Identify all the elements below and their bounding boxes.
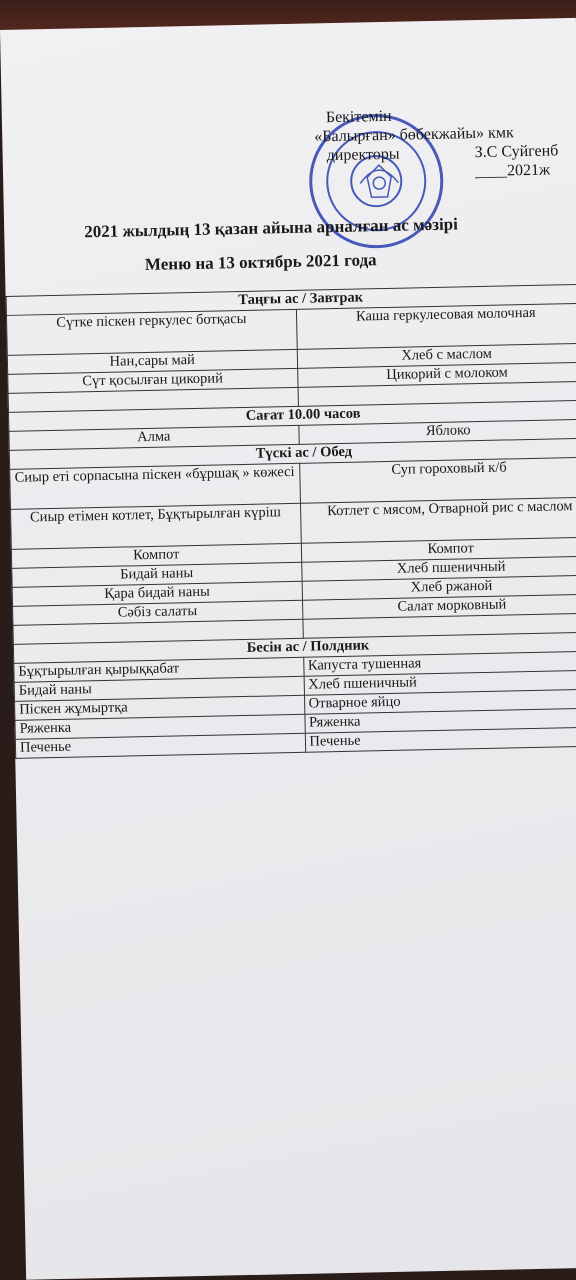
dish-name-kz: Піскен жұмыртқа xyxy=(15,695,305,720)
approval-director: директоры xyxy=(326,145,400,165)
dish-name-kz: Бидай наны xyxy=(14,676,304,701)
approval-year: 2021ж xyxy=(506,161,551,180)
dish-name-ru: Печенье xyxy=(305,727,576,752)
dish-name-ru: Хлеб с маслом xyxy=(297,343,576,368)
dish-name-ru: Хлеб пшеничный xyxy=(304,670,576,695)
dish-name-kz: Сәбіз салаты xyxy=(13,600,303,625)
dish-name-ru: Салат морковный xyxy=(302,594,576,619)
dish-name-ru: Каша геркулесовая молочная xyxy=(296,303,576,349)
section-header: Сағат 10.00 часов xyxy=(9,400,576,431)
section-header: Түскі ас / Обед xyxy=(9,438,576,469)
dish-name-kz: Сүтке піскен геркулес ботқасы xyxy=(6,309,296,355)
menu-document xyxy=(0,18,576,1280)
menu-table xyxy=(6,284,576,759)
page-title-kz: 2021 жылдың 13 қазан айына арналған ас мәзірі xyxy=(84,214,459,242)
approval-signature-name: З.С Суйгенб xyxy=(474,142,559,162)
dish-name-kz: Компот xyxy=(11,543,301,568)
dish-name-kz: Сиыр етімен котлет, Бұқтырылған күріш xyxy=(11,503,301,549)
dish-name-kz: Сиыр еті сорпасына піскен «бұршақ » көжесі xyxy=(10,463,300,509)
dish-name-ru: Яблоко xyxy=(298,419,576,444)
dish-name-ru: Суп гороховый к/б xyxy=(299,457,576,503)
dish-name-kz: Алма xyxy=(9,425,299,450)
dish-name-kz: Бидай наны xyxy=(12,562,302,587)
section-header: Бесін ас / Полдник xyxy=(13,632,576,663)
dish-name-ru: Хлеб пшеничный xyxy=(301,556,576,581)
dish-name-ru: Отварное яйцо xyxy=(304,689,576,714)
dish-name-ru: Котлет с мясом, Отварной рис с маслом xyxy=(300,497,576,543)
section-header: Таңғы ас / Завтрак xyxy=(6,284,576,315)
dish-name-kz: Бұқтырылған қырыққабат xyxy=(14,657,304,682)
page-title-ru: Меню на 13 октябрь 2021 года xyxy=(144,250,377,275)
dish-name-ru: Ряженка xyxy=(304,708,576,733)
dish-name-kz: Ряженка xyxy=(15,714,305,739)
approval-block xyxy=(314,104,559,184)
dish-name-kz: Печенье xyxy=(15,733,305,758)
approval-date: ____2021ж xyxy=(474,161,551,181)
dish-name-kz: Қара бидай наны xyxy=(12,581,302,606)
dish-name-ru: Хлеб ржаной xyxy=(302,575,576,600)
dish-name-kz: Сүт қосылған цикорий xyxy=(8,368,298,393)
dish-name-ru: Компот xyxy=(301,537,576,562)
dish-name-kz: Нан,сары май xyxy=(7,349,297,374)
dish-name-ru: Цикорий с молоком xyxy=(297,362,576,387)
dish-name-ru: Капуста тушенная xyxy=(303,651,576,676)
approval-line-2: «Балырған» бөбекжайы» кмк xyxy=(314,124,514,146)
approval-line-1: Бекітемін xyxy=(325,107,392,127)
